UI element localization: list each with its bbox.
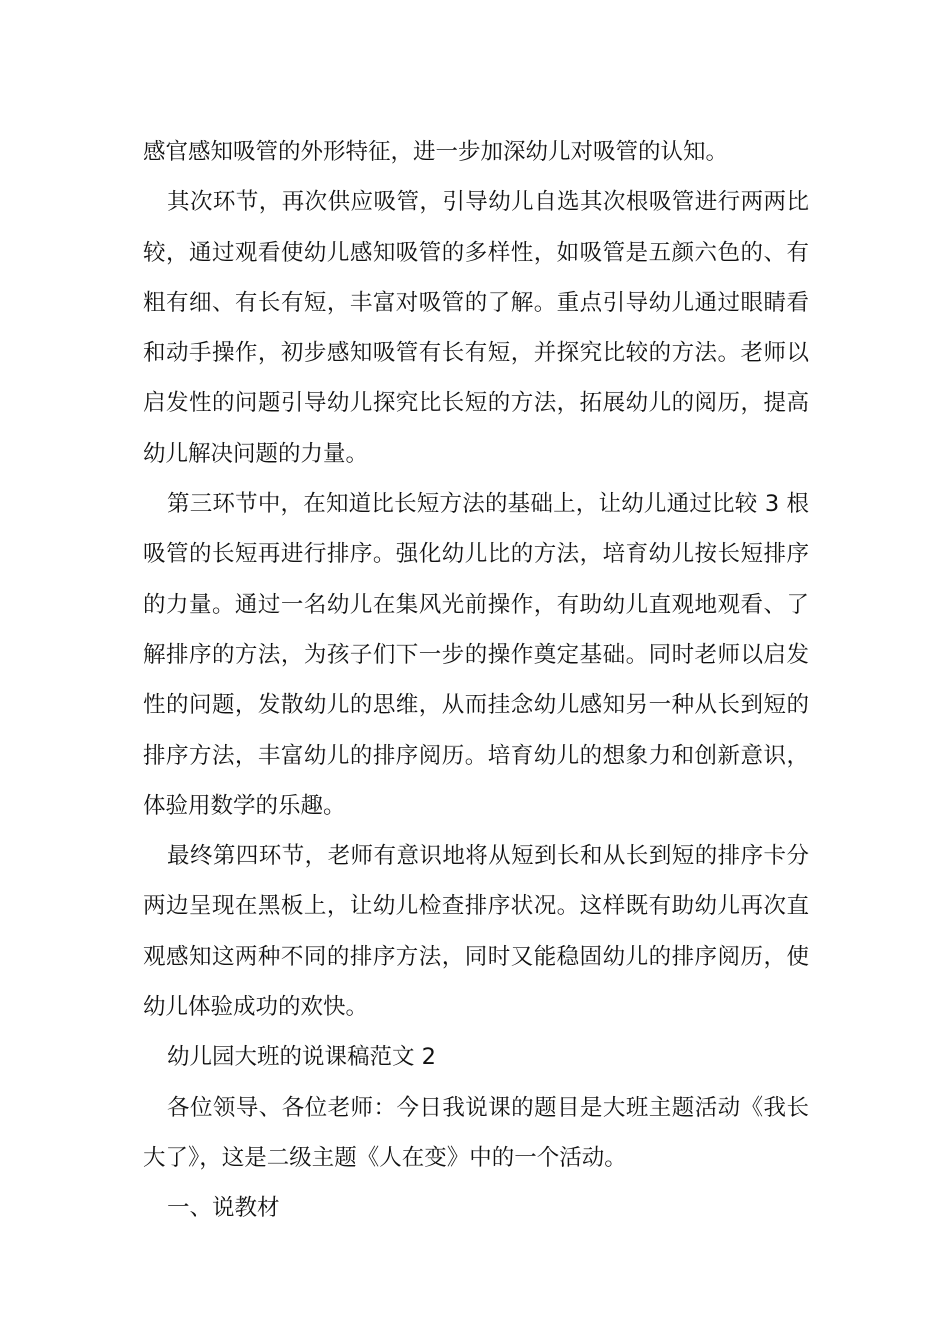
paragraph-intro: 各位领导、各位老师：今日我说课的题目是大班主题活动《我长大了》，这是二级主题《人在变》中的一个活动。 — [143, 1094, 809, 1171]
subsection-heading: 一、说教材 — [167, 1195, 280, 1222]
paragraph-fourth-step: 最终第四环节，老师有意识地将从短到长和从长到短的排序卡分两边呈现在黑板上，让幼儿检查排序状况。这样既有助幼儿再次直观感知这两种不同的排序方法，同时又能稳固幼儿的排序阅历，使幼儿体验成功的欢快。 — [143, 843, 809, 1021]
paragraph-continuation: 感官感知吸管的外形特征，进一步加深幼儿对吸管的认知。 — [143, 139, 729, 165]
paragraph-second-step: 其次环节，再次供应吸管，引导幼儿自选其次根吸管进行两两比较，通过观看使幼儿感知吸管的多样性，如吸管是五颜六色的、有粗有细、有长有短，丰富对吸管的了解。重点引导幼儿通过眼睛看和动手操作，初步感知吸管有长有短，并探究比较的方法。老师以启发性的问题引导幼儿探究比长短的方法，拓展幼儿的阅历，提高幼儿解决问题的力量。 — [143, 189, 809, 467]
document-body — [143, 127, 809, 1234]
paragraph-third-step: 第三环节中，在知道比长短方法的基础上，让幼儿通过比较 3 根吸管的长短再进行排序。强化幼儿比的方法，培育幼儿按长短排序的力量。通过一名幼儿在集风光前操作，有助幼儿直观地观看、了解排序的方法，为孩子们下一步的操作奠定基础。同时老师以启发性的问题，发散幼儿的思维，从而挂念幼儿感知另一种从长到短的排序方法，丰富幼儿的排序阅历。培育幼儿的想象力和创新意识，体验用数学的乐趣。 — [143, 491, 809, 819]
section-title: 幼儿园大班的说课稿范文 2 — [167, 1044, 436, 1071]
